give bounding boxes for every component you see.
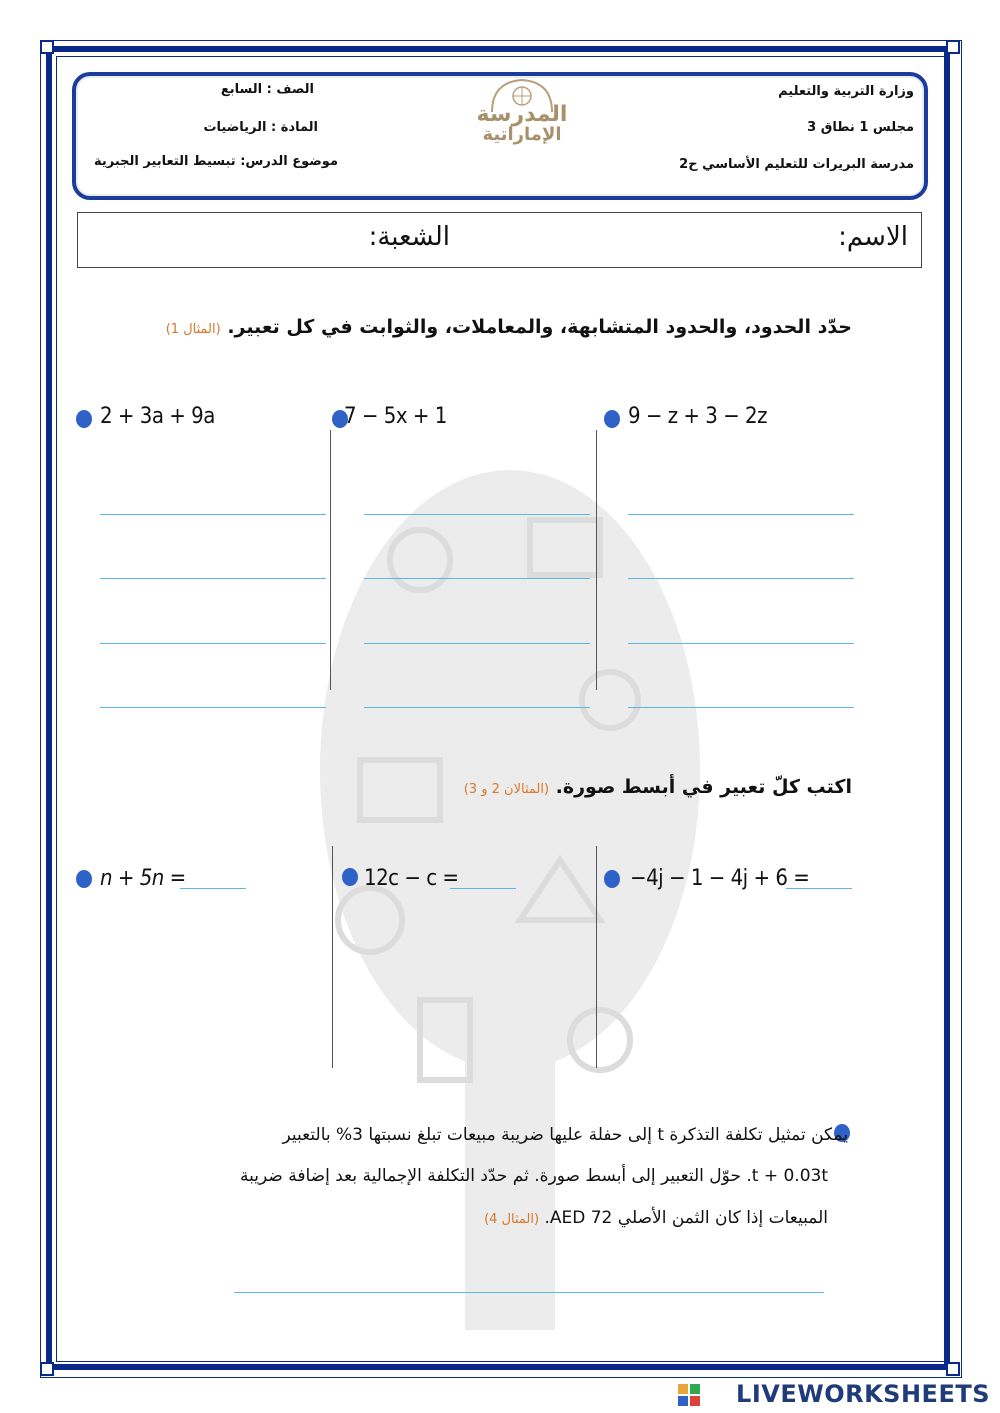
example-reference: (المثالان 2 و 3) bbox=[463, 782, 550, 797]
word-problem-text: المبيعات إذا كان الثمن الأصلي AED 72. bbox=[544, 1208, 828, 1228]
word-problem-line bbox=[484, 1210, 828, 1227]
answer-line[interactable] bbox=[100, 514, 326, 515]
lesson-topic: موضوع الدرس: تبسيط التعابير الجبرية bbox=[93, 154, 338, 169]
answer-line[interactable] bbox=[628, 643, 854, 644]
problem-expression: −4j − 1 − 4j + 6 = bbox=[630, 866, 810, 891]
frame-corner bbox=[946, 1362, 960, 1376]
problem-number-marker bbox=[76, 410, 92, 428]
problem-expression: 12c − c = bbox=[364, 866, 459, 891]
problem-expression: 7 − 5x + 1 bbox=[344, 404, 447, 429]
problem-number-marker bbox=[604, 410, 620, 428]
column-divider bbox=[596, 430, 597, 690]
instruction-text: حدّد الحدود، والحدود المتشابهة، والمعاملات، والثوابت في كل تعبير. bbox=[227, 316, 852, 338]
answer-line[interactable] bbox=[364, 578, 590, 579]
answer-blank[interactable] bbox=[786, 888, 852, 889]
answer-line[interactable] bbox=[364, 643, 590, 644]
answer-line[interactable] bbox=[628, 578, 854, 579]
logo-text: المدرسة bbox=[476, 102, 568, 127]
section-label: الشعبة: bbox=[368, 222, 450, 252]
frame-corner bbox=[40, 1362, 54, 1376]
instruction-text: اكتب كلّ تعبير في أبسط صورة. bbox=[555, 776, 852, 798]
answer-line[interactable] bbox=[364, 707, 590, 708]
school-name: مدرسة البريرات للتعليم الأساسي ح2 bbox=[679, 157, 914, 172]
liveworksheets-brand: LIVEWORKSHEETS bbox=[736, 1380, 990, 1408]
answer-blank[interactable] bbox=[450, 888, 516, 889]
answer-line[interactable] bbox=[628, 514, 854, 515]
problem-number-marker bbox=[76, 870, 92, 888]
problem-expression: 2 + 3a + 9a bbox=[100, 404, 215, 429]
frame-corner bbox=[946, 40, 960, 54]
ministry-name: وزارة التربية والتعليم bbox=[778, 84, 914, 99]
problem-number-marker bbox=[342, 868, 358, 886]
problem-expression: n + 5n = bbox=[100, 866, 186, 891]
name-label: الاسم: bbox=[838, 222, 908, 252]
answer-line[interactable] bbox=[100, 578, 326, 579]
example-reference: (المثال 4) bbox=[484, 1212, 540, 1227]
answer-blank[interactable] bbox=[180, 888, 246, 889]
logo-text: الإماراتية bbox=[482, 124, 562, 145]
council-zone: مجلس 1 نطاق 3 bbox=[807, 120, 914, 135]
answer-line[interactable] bbox=[364, 514, 590, 515]
word-problem-line: يمكن تمثيل تكلفة التذكرة t إلى حفلة عليها ضريبة مبيعات تبلغ نسبتها 3% بالتعبير bbox=[282, 1125, 848, 1145]
subject-label: المادة : الرياضيات bbox=[203, 120, 318, 135]
grade-label: الصف : السابع bbox=[220, 82, 314, 97]
column-divider bbox=[596, 846, 597, 1068]
answer-line[interactable] bbox=[100, 707, 326, 708]
liveworksheets-logo-icon bbox=[678, 1384, 700, 1406]
student-info-box[interactable] bbox=[77, 212, 922, 268]
column-divider bbox=[332, 846, 333, 1068]
part2-instruction bbox=[464, 776, 852, 798]
word-problem-line: t + 0.03t. حوّل التعبير إلى أبسط صورة. ثم حدّد التكلفة الإجمالية بعد إضافة ضريبة bbox=[240, 1166, 828, 1186]
frame-corner bbox=[40, 40, 54, 54]
problem-number-marker bbox=[604, 870, 620, 888]
problem-expression: 9 − z + 3 − 2z bbox=[628, 404, 768, 429]
example-reference: (المثال 1) bbox=[165, 322, 221, 337]
part1-instruction bbox=[166, 316, 852, 338]
answer-line[interactable] bbox=[100, 643, 326, 644]
answer-line[interactable] bbox=[234, 1292, 824, 1293]
school-logo bbox=[462, 78, 582, 148]
answer-line[interactable] bbox=[628, 707, 854, 708]
column-divider bbox=[330, 430, 331, 690]
